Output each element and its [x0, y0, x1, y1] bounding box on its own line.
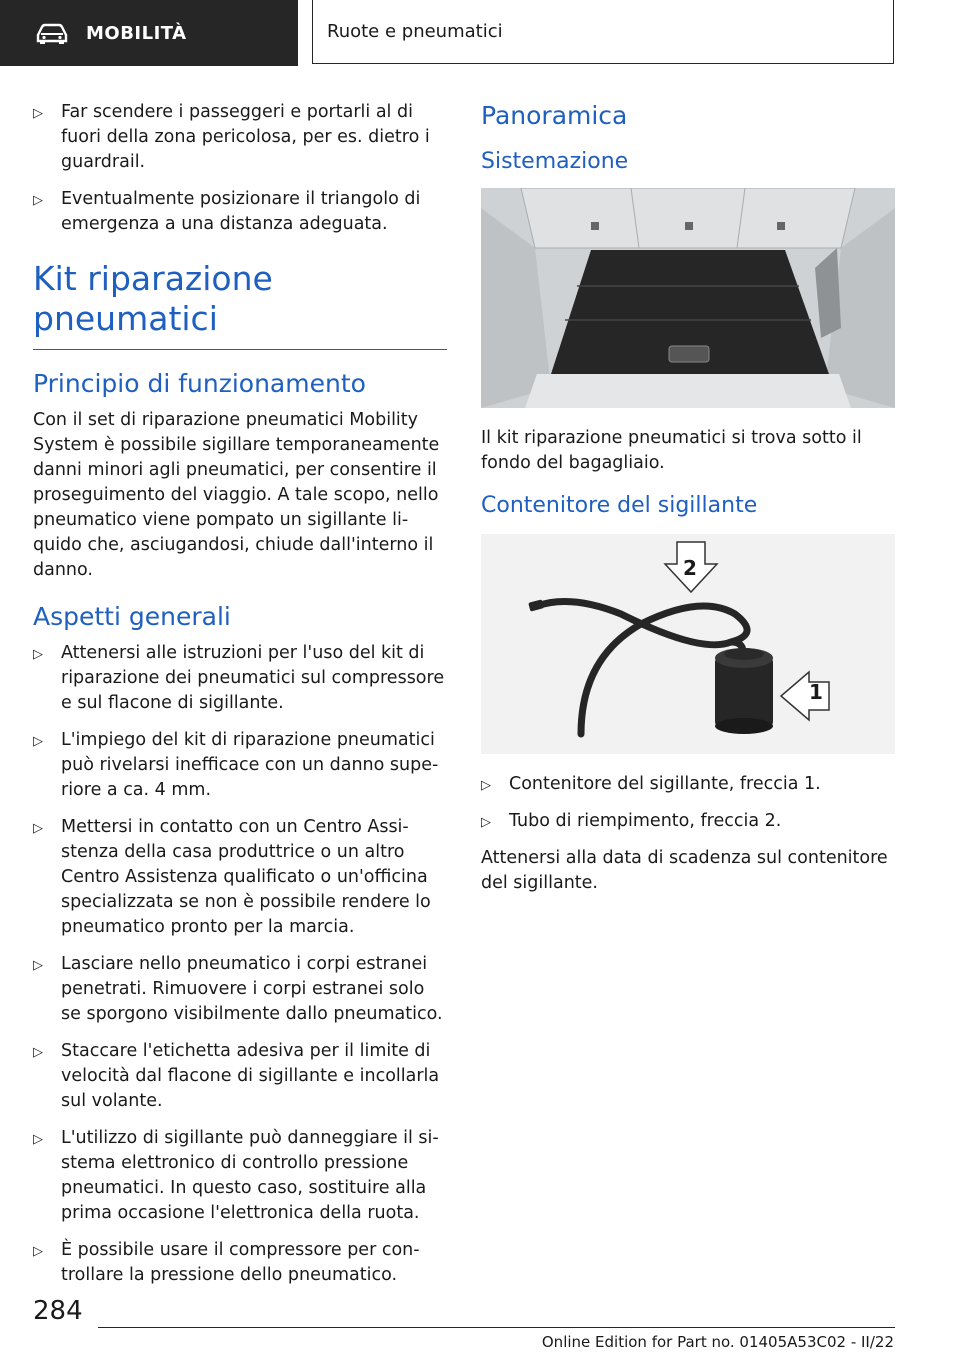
triangle-bullet-icon: ▷: [33, 647, 43, 662]
list-item: ▷ Attenersi alle istruzioni per l'uso del kit di riparazione dei pneumatici sul compressore e sul flacone di sigillante.: [33, 643, 445, 713]
placement-text: Il kit riparazione pneumatici si trova sotto il fondo del bagagliaio.: [481, 428, 862, 473]
triangle-bullet-icon: ▷: [33, 821, 43, 836]
chapter-tab[interactable]: [0, 0, 298, 66]
principle-text: Con il set di riparazione pneumatici Mobility System è possibile sigillare temporaneamente danni minori agli pneumatici, per consentire il proseguimento del viaggio. A tale scopo, nello pneumatico viene pompato un sigillante liquido che, asciugandosi, chiude dall'interno il danno.: [33, 410, 440, 580]
triangle-bullet-icon: ▷: [33, 1045, 43, 1060]
arrow-1-label: 1: [809, 680, 823, 704]
triangle-bullet-icon: ▷: [481, 815, 491, 830]
triangle-bullet-icon: ▷: [33, 734, 43, 749]
edition-text: Online Edition for Part no. 01405A53C02 - II/22: [541, 1333, 894, 1351]
expiry-text: Attenersi alla data di scadenza sul contenitore del sigillante.: [481, 848, 888, 893]
list-item: ▷ Far scendere i passeggeri e portarli al di fuori della zona pericolosa, per es. dietro i guardrail.: [33, 102, 430, 172]
page-header: [0, 0, 960, 66]
triangle-bullet-icon: ▷: [481, 778, 491, 793]
chapter-title: MOBILITÀ: [86, 22, 187, 44]
right-column: [481, 100, 895, 908]
trunk-illustration: [481, 188, 895, 408]
list-item: ▷ Contenitore del sigillante, freccia 1.: [481, 772, 895, 797]
section-title-kit: Kit riparazione pneumatici: [33, 259, 447, 350]
section-tab[interactable]: [312, 0, 894, 64]
list-item: ▷ È possibile usare il compressore per controllare la pressione dello pneumatico.: [33, 1240, 420, 1285]
heading-general: Aspetti generali: [33, 602, 231, 631]
page-number: 284: [33, 1296, 83, 1326]
trunk-image: [481, 188, 895, 408]
heading-principle: Principio di funzionamento: [33, 369, 366, 398]
footer-divider: [98, 1327, 895, 1328]
list-item: ▷ L'impiego del kit di riparazione pneumatici può rivelarsi inefficace con un danno superiore a ca. 4 mm.: [33, 730, 439, 800]
heading-placement: Sistemazione: [481, 149, 629, 174]
list-item: ▷ L'utilizzo di sigillante può danneggiare il sistema elettronico di controllo pressione pneumatici. In questo caso, sostituire alla prima occasione l'elettronica della ruota.: [33, 1128, 439, 1223]
triangle-bullet-icon: ▷: [33, 106, 43, 121]
triangle-bullet-icon: ▷: [33, 958, 43, 973]
list-item: ▷ Tubo di riempimento, freccia 2.: [481, 809, 895, 834]
heading-overview: Panoramica: [481, 101, 628, 130]
heading-container: Contenitore del sigillante: [481, 493, 758, 518]
list-item: ▷ Eventualmente posizionare il triangolo di emergenza a una distanza adeguata.: [33, 189, 421, 234]
arrow-2-label: 2: [683, 556, 697, 580]
car-icon: [34, 21, 70, 45]
list-item: ▷ Staccare l'etichetta adesiva per il limite di velocità dal flacone di sigillante e incollarla sul volante.: [33, 1041, 440, 1111]
list-item: ▷ Lasciare nello pneumatico i corpi estranei penetrati. Rimuovere i corpi estranei solo se sporgono visibilmente dallo pneumatico.: [33, 954, 443, 1024]
triangle-bullet-icon: ▷: [33, 1132, 43, 1147]
section-title: Ruote e pneumatici: [327, 21, 503, 42]
triangle-bullet-icon: ▷: [33, 1244, 43, 1259]
triangle-bullet-icon: ▷: [33, 193, 43, 208]
sealant-container-image: [481, 534, 895, 754]
list-item: ▷ Mettersi in contatto con un Centro Assistenza della casa produttrice o un altro Centro Assistenza qualificato o un'officina specializzata se non è possibile rendere lo pneumatico pronto per la marcia.: [33, 817, 431, 937]
left-column: [33, 100, 447, 1300]
